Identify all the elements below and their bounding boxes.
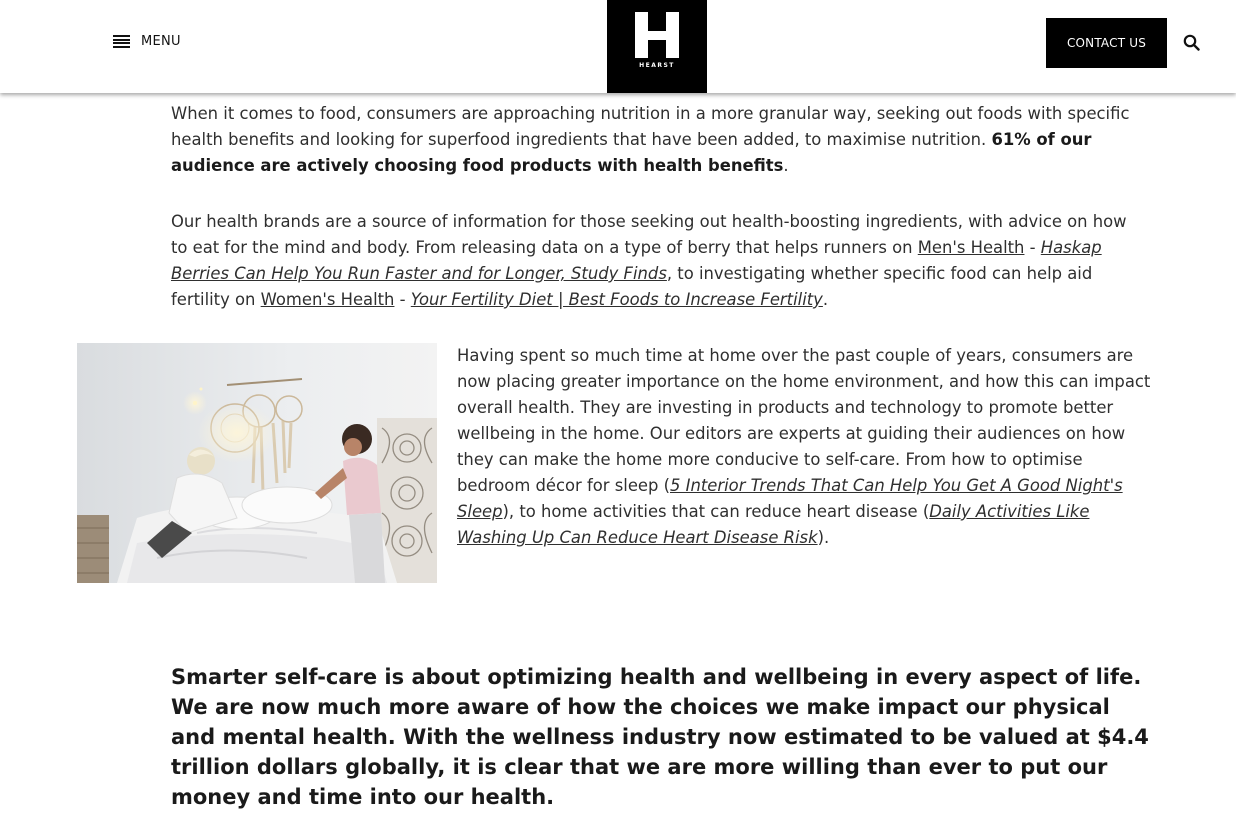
paragraph-home-environment — [457, 343, 1157, 551]
paragraph-text: - — [1024, 238, 1041, 257]
paragraph-text: , to investigating whether specific food can help aid fertility on — [171, 264, 1093, 309]
contact-us-button[interactable]: CONTACT US — [1046, 18, 1167, 68]
pull-quote: Smarter self-care is about optimizing health and wellbeing in every aspect of life. We are now much more aware of how the choices we make impact our physical and mental health. With the wellness industry now estimated to be valued at $4.4 trillion dollars globally, it is clear that we are more willing than ever to put our money and time into our health. — [171, 665, 1149, 809]
womens-health-link[interactable]: Women's Health — [260, 290, 395, 309]
hamburger-icon — [113, 35, 130, 48]
menu-button[interactable] — [113, 34, 181, 49]
paragraph-text: When it comes to food, consumers are approaching nutrition in a more granular way, seeking out foods with specific health benefits and looking for superfood ingredients that have been added, to maximise nutrition. — [171, 104, 1130, 149]
paragraph-health-brands — [171, 209, 1131, 313]
logo-h-mark — [635, 12, 679, 58]
bedroom-photo — [77, 343, 437, 583]
paragraph-text: - — [394, 290, 411, 309]
mens-health-link[interactable]: Men's Health — [917, 238, 1025, 257]
menu-label: MENU — [141, 34, 181, 49]
paragraph-food-nutrition — [171, 101, 1151, 179]
paragraph-text: ), to home activities that can reduce heart disease ( — [502, 502, 930, 521]
paragraph-text: Our health brands are a source of information for those seeking out health-boosting ingredients, with advice on how to eat for the mind and body. From releasing data on a type of berry that helps runners on — [171, 212, 1127, 257]
logo-wordmark: HEARST — [639, 62, 675, 69]
heart-disease-article-link[interactable]: Daily Activities Like Washing Up Can Reduce Heart Disease Risk — [457, 502, 1090, 547]
highlight-stat: 61% of our audience are actively choosing food products with health benefits — [171, 130, 1092, 175]
interior-trends-article-link[interactable]: 5 Interior Trends That Can Help You Get A Good Night's Sleep — [457, 476, 1123, 521]
search-icon[interactable] — [1183, 34, 1200, 51]
paragraph-text: . — [783, 156, 789, 175]
hearst-logo[interactable] — [607, 0, 707, 93]
site-header — [0, 0, 1236, 93]
haskap-berries-article-link[interactable]: Haskap Berries Can Help You Run Faster and for Longer, Study Finds — [171, 238, 1102, 283]
paragraph-text: . — [822, 290, 829, 309]
paragraph-text: ). — [817, 528, 830, 547]
fertility-diet-article-link[interactable]: Your Fertility Diet | Best Foods to Increase Fertility — [410, 290, 823, 309]
paragraph-text: Having spent so much time at home over the past couple of years, consumers are now placing greater importance on the home environment, and how this can impact overall health. They are investing in products and technology to promote better wellbeing in the home. Our editors are experts at guiding their audiences on how they can make the home more conducive to self-care. From how to optimise bedroom décor for sleep ( — [457, 346, 1151, 495]
